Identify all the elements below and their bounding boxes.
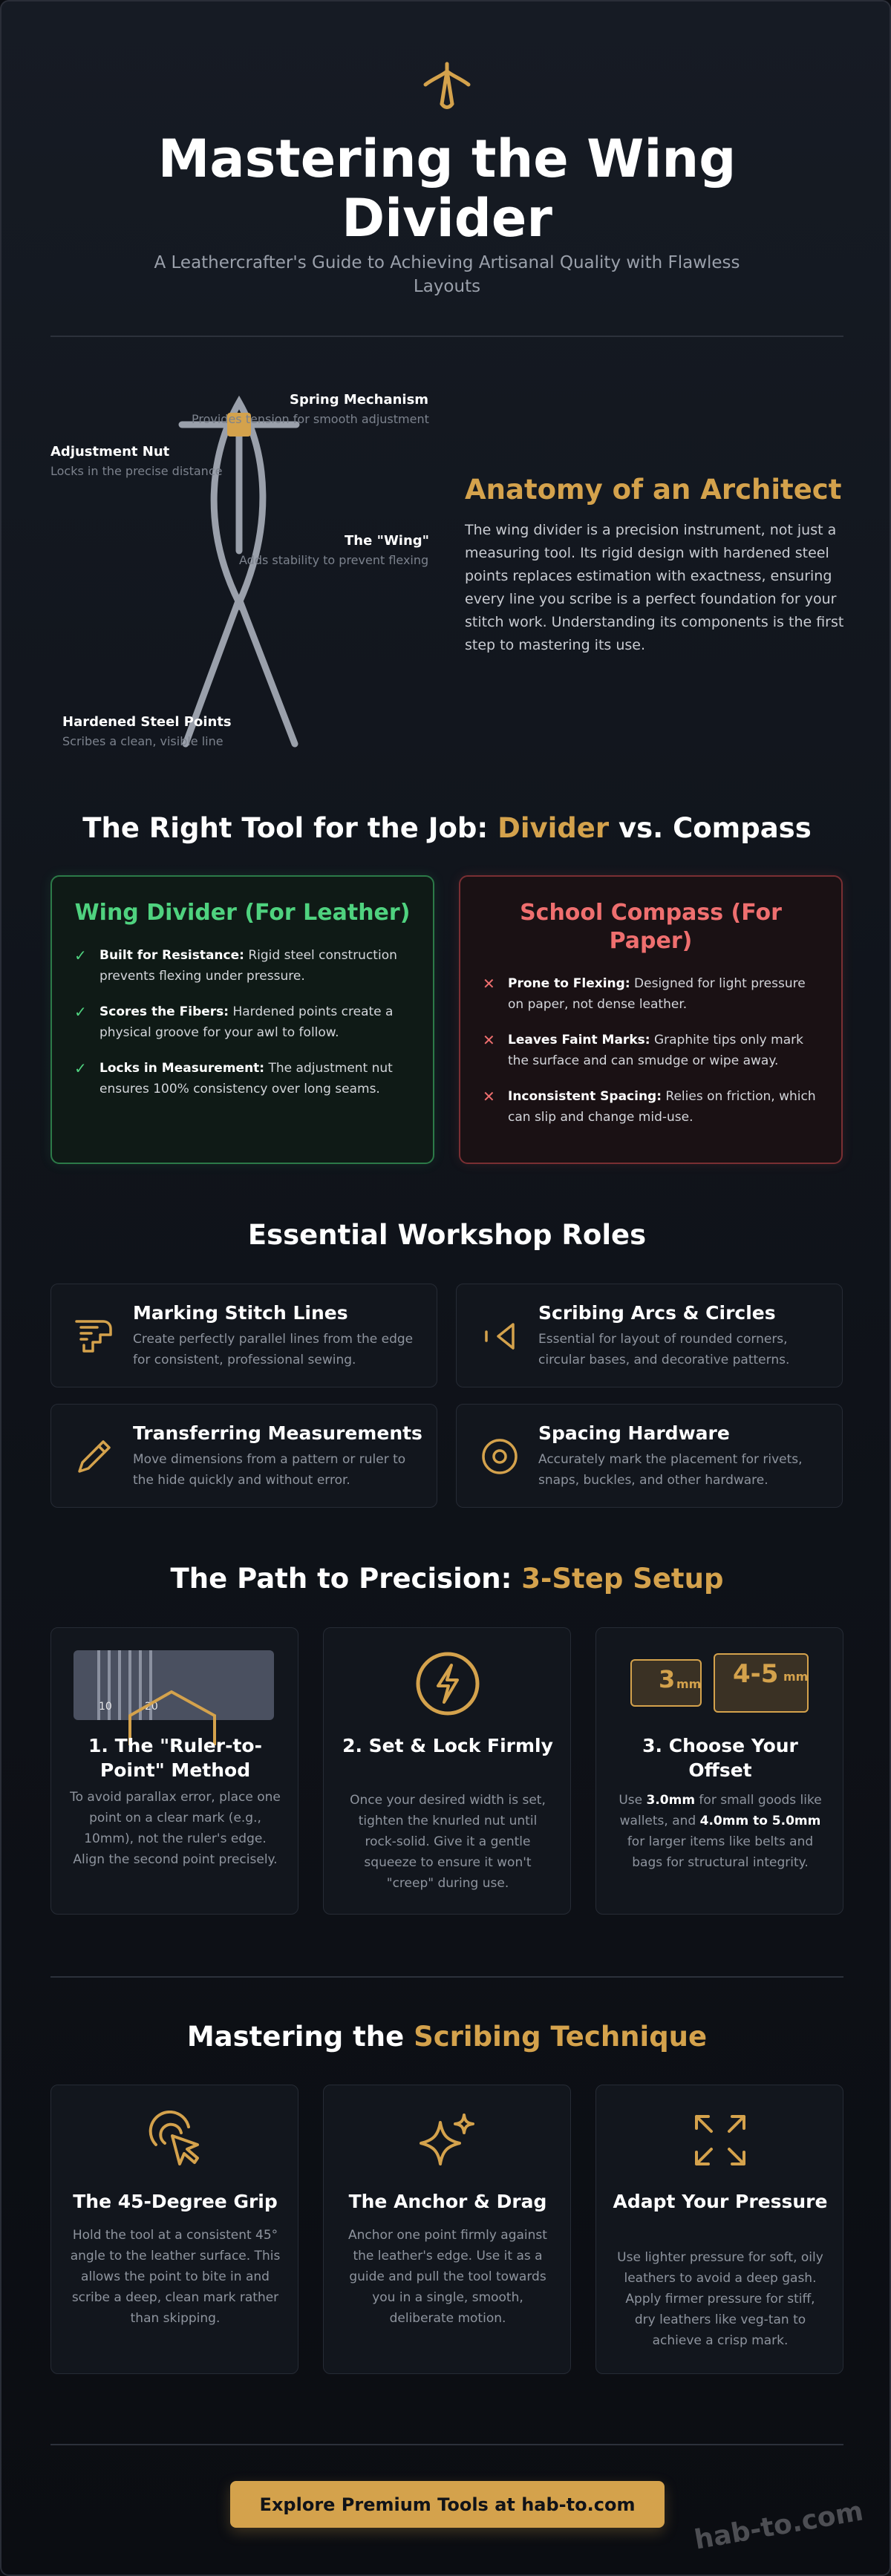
offset-large-value: 4-5 bbox=[733, 1659, 779, 1689]
role-desc: Create perfectly parallel lines from the edge for consistent, professional sewing. bbox=[133, 1332, 414, 1367]
compare-heading-accent: Divider bbox=[497, 812, 610, 844]
steps-heading-accent: 3-Step Setup bbox=[521, 1563, 724, 1595]
rivet-icon bbox=[476, 1433, 523, 1480]
technique-card bbox=[50, 2085, 298, 2374]
nut-desc: Locks in the precise distance bbox=[50, 464, 223, 478]
technique-card bbox=[323, 2085, 571, 2374]
step-title: 3. Choose Your Offset bbox=[642, 1735, 798, 1781]
item-text: Designed for light pressure on paper, not dense leather. bbox=[508, 976, 806, 1012]
wing-desc: Adds stability to prevent flexing bbox=[239, 553, 429, 567]
cross-icon: ✕ bbox=[483, 1031, 495, 1049]
steps-heading bbox=[46, 1563, 848, 1595]
cross-icon: ✕ bbox=[483, 975, 495, 993]
steps-heading-pre: The Path to Precision: bbox=[170, 1563, 522, 1595]
page-subtitle: A Leathercrafter's Guide to Achieving Artisanal Quality with Flawless Layouts bbox=[154, 253, 740, 296]
spring-label: Spring Mechanism bbox=[290, 392, 429, 408]
list-item bbox=[483, 973, 819, 1015]
sparkle-icon bbox=[418, 2111, 477, 2170]
role-desc: Essential for layout of rounded corners, circular bases, and decorative patterns. bbox=[538, 1332, 790, 1367]
divider-card-title: Wing Divider (For Leather) bbox=[74, 900, 411, 926]
step-card bbox=[595, 1627, 843, 1915]
step-desc: To avoid parallax error, place one point on a clear mark (e.g., 10mm), not the ruler's edge. Align the second point precisely. bbox=[70, 1790, 281, 1867]
lightning-icon bbox=[414, 1650, 481, 1717]
offset-large-emphasis: 4.0mm to 5.0mm bbox=[699, 1814, 821, 1828]
offset-small-value: 3 bbox=[659, 1665, 676, 1693]
compare-heading bbox=[46, 812, 848, 844]
section-divider bbox=[50, 2444, 843, 2445]
item-bold: Leaves Faint Marks: bbox=[508, 1033, 650, 1047]
item-bold: Built for Resistance: bbox=[99, 948, 244, 963]
offset-large-unit: mm bbox=[783, 1670, 809, 1684]
list-item bbox=[483, 1030, 819, 1071]
step-card bbox=[323, 1627, 571, 1915]
role-card bbox=[456, 1404, 843, 1508]
page-title: Mastering the Wing Divider bbox=[157, 128, 737, 249]
expand-arrows-icon bbox=[691, 2111, 750, 2170]
role-desc: Move dimensions from a pattern or ruler to the hide quickly and without error. bbox=[133, 1452, 406, 1488]
offset-badge-small bbox=[630, 1659, 702, 1707]
list-item bbox=[74, 945, 411, 987]
anatomy-heading: Anatomy of an Architect bbox=[465, 474, 842, 506]
anatomy-body: The wing divider is a precision instrument, not just a measuring tool. Its rigid design with hardened steel points replaces estimation with exactness, ensuring every line you scribe is a perfect foundation for your stitch work. Understanding its components is the first step to mastering its use. bbox=[465, 522, 844, 653]
section-divider bbox=[50, 1976, 843, 1978]
item-bold: Scores the Fibers: bbox=[99, 1004, 229, 1019]
step-desc: Once your desired width is set, tighten the knurled nut until rock-solid. Give it a gentle squeeze to ensure it won't "creep" during use. bbox=[350, 1793, 546, 1891]
step-card bbox=[50, 1627, 298, 1915]
step-title: 2. Set & Lock Firmly bbox=[342, 1735, 553, 1756]
ruler-illustration bbox=[74, 1650, 274, 1747]
item-bold: Inconsistent Spacing: bbox=[508, 1089, 662, 1104]
offset-badge-large bbox=[714, 1653, 809, 1713]
offset-small-emphasis: 3.0mm bbox=[646, 1793, 696, 1808]
role-card bbox=[50, 1404, 437, 1508]
compass-card bbox=[459, 875, 843, 1164]
step-desc: Use 3.0mm for small goods like wallets, and 4.0mm to 5.0mm for larger items like belts and bags for structural integrity. bbox=[619, 1793, 822, 1870]
technique-title: The Anchor & Drag bbox=[348, 2191, 547, 2212]
points-desc: Scribes a clean, visible line bbox=[62, 734, 223, 748]
technique-heading bbox=[46, 2021, 848, 2053]
technique-heading-accent: Scribing Technique bbox=[414, 2021, 708, 2053]
technique-card bbox=[595, 2085, 843, 2374]
item-bold: Prone to Flexing: bbox=[508, 976, 630, 991]
technique-desc: Use lighter pressure for soft, oily leathers to avoid a deep gash. Apply firmer pressure for stiff, dry leathers like veg-tan to achieve a crisp mark. bbox=[617, 2250, 823, 2348]
explore-tools-button[interactable]: Explore Premium Tools at hab-to.com bbox=[230, 2481, 665, 2528]
item-text: The adjustment nut ensures 100% consistency over long seams. bbox=[99, 1061, 393, 1096]
item-text: Graphite tips only mark the surface and can smudge or wipe away. bbox=[508, 1033, 803, 1068]
role-title: Scribing Arcs & Circles bbox=[538, 1302, 776, 1324]
stitch-lines-icon bbox=[71, 1312, 118, 1360]
item-text: Hardened points create a physical groove for your awl to follow. bbox=[99, 1004, 394, 1040]
tap-cursor-icon bbox=[146, 2111, 205, 2170]
arc-icon bbox=[476, 1312, 523, 1360]
ruler-tick-20: 20 bbox=[145, 1701, 158, 1713]
ruler-tick-10: 10 bbox=[99, 1701, 112, 1713]
divider-card bbox=[50, 875, 434, 1164]
list-item bbox=[74, 1058, 411, 1099]
list-item bbox=[483, 1086, 819, 1128]
wing-divider-logo-icon bbox=[420, 59, 474, 113]
role-card bbox=[50, 1284, 437, 1387]
role-desc: Accurately mark the placement for rivets, snaps, buckles, and other hardware. bbox=[538, 1452, 803, 1488]
spring-desc: Provides tension for smooth adjustment bbox=[192, 412, 429, 426]
technique-title: The 45-Degree Grip bbox=[73, 2191, 278, 2212]
role-card bbox=[456, 1284, 843, 1387]
section-divider bbox=[50, 336, 843, 337]
pencil-icon bbox=[71, 1433, 118, 1480]
role-title: Transferring Measurements bbox=[133, 1422, 422, 1444]
check-icon: ✓ bbox=[74, 1059, 87, 1077]
compare-heading-post: vs. Compass bbox=[609, 812, 812, 844]
role-title: Spacing Hardware bbox=[538, 1422, 730, 1444]
check-icon: ✓ bbox=[74, 1003, 87, 1021]
check-icon: ✓ bbox=[74, 947, 87, 964]
list-item bbox=[74, 1001, 411, 1043]
role-title: Marking Stitch Lines bbox=[133, 1302, 348, 1324]
item-text: Rigid steel construction prevents flexing under pressure. bbox=[99, 948, 397, 984]
watermark: hab-to.com bbox=[692, 2496, 866, 2556]
compare-heading-pre: The Right Tool for the Job: bbox=[82, 812, 498, 844]
step-title: 1. The "Ruler-to-Point" Method bbox=[88, 1735, 262, 1781]
offset-small-unit: mm bbox=[676, 1677, 702, 1691]
technique-heading-pre: Mastering the bbox=[186, 2021, 414, 2053]
technique-desc: Hold the tool at a consistent 45° angle to the leather surface. This allows the point to bite in and scribe a deep, clean mark rather than skipping. bbox=[70, 2228, 281, 2326]
technique-title: Adapt Your Pressure bbox=[613, 2191, 828, 2212]
compass-card-title: School Compass (For Paper) bbox=[520, 900, 782, 954]
wing-label: The "Wing" bbox=[345, 533, 430, 549]
divider-diagram bbox=[46, 388, 462, 759]
roles-heading: Essential Workshop Roles bbox=[247, 1219, 647, 1251]
nut-label: Adjustment Nut bbox=[50, 444, 170, 460]
points-label: Hardened Steel Points bbox=[62, 714, 232, 730]
item-text: Relies on friction, which can slip and change mid-use. bbox=[508, 1089, 816, 1125]
item-bold: Locks in Measurement: bbox=[99, 1061, 265, 1076]
technique-desc: Anchor one point firmly against the leather's edge. Use it as a guide and pull the tool towards you in a single, smooth, deliberate motion. bbox=[348, 2228, 547, 2326]
cross-icon: ✕ bbox=[483, 1088, 495, 1105]
